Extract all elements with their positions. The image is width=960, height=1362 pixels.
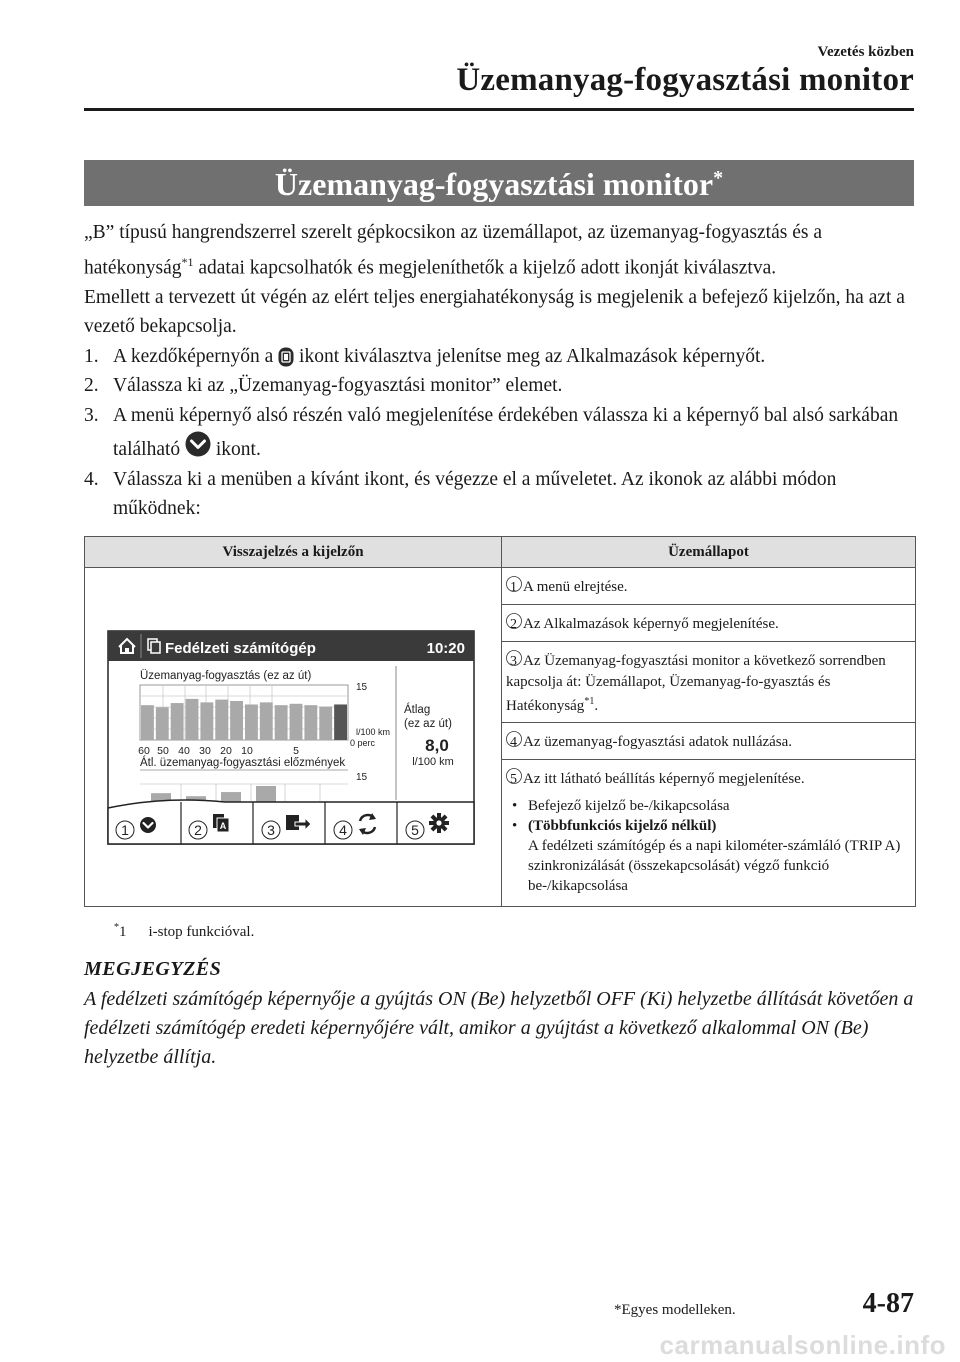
footnote-text: i-stop funkcióval. xyxy=(148,924,255,940)
note-heading: MEGJEGYZÉS xyxy=(84,958,222,980)
chart1-bar xyxy=(245,704,258,740)
watermark: carmanualsonline.info xyxy=(659,1330,946,1360)
step-3 xyxy=(84,401,914,465)
screen-time: 10:20 xyxy=(426,640,465,657)
chart1-ymax-label: 15 xyxy=(356,682,368,693)
chart1-x-tick: 30 xyxy=(199,745,211,757)
chart2-label: Átl. üzemanyag-fogyasztási előzmények xyxy=(140,757,346,769)
footnote-asterisk: * xyxy=(114,922,119,933)
row-4 xyxy=(502,723,916,760)
step-text-tail: ikont. xyxy=(211,438,261,460)
footnote-number: 1 xyxy=(119,924,127,940)
body-text xyxy=(84,218,914,524)
row-5 xyxy=(502,760,916,907)
callout-number: 2 xyxy=(510,617,517,632)
step-text: A kezdőképernyőn a xyxy=(113,345,279,367)
table-header-display: Visszajelzés a kijelzőn xyxy=(85,537,502,568)
apps-home-icon xyxy=(278,347,294,367)
row-text: A menü elrejtése. xyxy=(523,579,628,595)
step-4 xyxy=(84,465,914,524)
chart2-bar xyxy=(256,786,276,802)
section-banner xyxy=(84,160,914,206)
step-2 xyxy=(84,371,914,401)
chart1-bar xyxy=(304,705,317,740)
step-text: Válassza ki az „Üzemanyag-fogyasztási monitor” elemet. xyxy=(113,375,563,396)
chart1-unit-label: l/100 km xyxy=(356,727,391,737)
step-number: 4. xyxy=(84,468,99,490)
chart1-bar xyxy=(215,700,228,740)
chart1-x-tick: 40 xyxy=(178,745,190,757)
page-title: Üzemanyag-fogyasztási monitor xyxy=(456,62,914,98)
chart1-x-tick: 20 xyxy=(220,745,232,757)
app-letter: A xyxy=(219,821,227,831)
function-table xyxy=(84,536,916,907)
bullet-text: A fedélzeti számítógép és a napi kilométer-számláló (TRIP A) szinkronizálását (összekapcsolását) végző funkció be-/kikapcsolása xyxy=(528,838,901,894)
chart2-ymax-label: 15 xyxy=(356,772,368,783)
step-text-tail: ikont kiválasztva jelenítse meg az Alkalmazások képernyőt. xyxy=(294,345,766,367)
screen-title: Fedélzeti számítógép xyxy=(165,640,316,657)
table-header-state: Üzemállapot xyxy=(502,537,916,568)
avg-value: 8,0 xyxy=(425,736,449,755)
settings-bullets xyxy=(506,796,909,896)
avg-label-1: Átlag xyxy=(404,704,431,716)
step-text: Válassza ki a menüben a kívánt ikont, és végezze el a műveletet. Az ikonok az alábbi módon működnek: xyxy=(113,468,837,519)
chart1-bar xyxy=(275,705,288,740)
chart1-bar xyxy=(319,707,332,740)
intro-paragraph-1 xyxy=(84,218,914,283)
row-2 xyxy=(502,605,916,642)
chart1-x-tick: 50 xyxy=(157,745,169,757)
chart1-bar xyxy=(186,699,199,740)
chart1-bar xyxy=(141,705,154,740)
footnote xyxy=(114,922,254,941)
chevron-down-circle-icon xyxy=(185,431,211,457)
chart1-bar xyxy=(156,707,169,740)
intro-paragraph-2: Emellett a tervezett út végén az elért teljes energiahatékonyság is megjelenik a befejező kijelzőn, ha azt a vezető bekapcsolja. xyxy=(84,286,905,337)
onboard-computer-screen xyxy=(85,568,499,906)
banner-title: Üzemanyag-fogyasztási monitor xyxy=(274,166,714,202)
step-number: 3. xyxy=(84,404,99,426)
step-number: 2. xyxy=(84,375,99,396)
chart1-x-tick: 10 xyxy=(241,745,253,757)
banner-asterisk: * xyxy=(713,167,724,189)
chart1-bar xyxy=(171,703,184,740)
header-rule xyxy=(84,108,914,111)
intro-footnote-mark: *1 xyxy=(181,254,194,269)
row-1 xyxy=(502,568,916,605)
chart2-bar xyxy=(221,792,241,802)
intro-text-b: adatai kapcsolhatók és megjeleníthetők a kijelző adott ikonját kiválasztva. xyxy=(193,257,777,278)
chart1-x-tick: 5 xyxy=(293,745,299,757)
row-footnote-mark: *1 xyxy=(584,696,595,707)
note-text: A fedélzeti számítógép képernyője a gyújtás ON (Be) helyzetből OFF (Ki) helyzetbe állítását követően a fedélzeti számítógép eredeti képernyőjére vált, amikor a gyújtást a következő alkalommal ON (Be) helyzetbe állítja. xyxy=(84,988,914,1068)
chevron-down-icon xyxy=(140,817,156,833)
menu-number: 3 xyxy=(267,822,275,838)
callout-number: 5 xyxy=(510,772,517,787)
chart1-bar xyxy=(334,704,347,740)
step-1 xyxy=(84,342,914,372)
chart1-zero-label: 0 perc xyxy=(350,738,376,748)
avg-unit: l/100 km xyxy=(412,756,454,768)
bullet-bold: (Többfunkciós kijelző nélkül) xyxy=(528,818,717,834)
chart1-bar xyxy=(290,704,303,740)
page-number: 4-87 xyxy=(862,1288,914,1319)
chart1-x-tick: 60 xyxy=(138,745,150,757)
step-list xyxy=(84,342,914,524)
page-note: *Egyes modelleken. xyxy=(614,1302,736,1318)
row-text: Az itt látható beállítás képernyő megjelenítése. xyxy=(523,771,805,787)
callout-number: 1 xyxy=(510,580,517,595)
menu-number: 2 xyxy=(194,822,202,838)
callout-number: 4 xyxy=(510,735,517,750)
step-number: 1. xyxy=(84,345,99,367)
gear-icon xyxy=(429,813,449,833)
row-3 xyxy=(502,642,916,723)
row-text-tail: . xyxy=(594,698,599,714)
row-text: Az Üzemanyag-fogyasztási monitor a következő sorrendben kapcsolja át: Üzemállapot, Üzemanyag-fo-gyasztás és Hatékonyság xyxy=(506,653,886,714)
display-cell xyxy=(85,568,502,907)
chart1-bar xyxy=(260,702,273,740)
step-text: A menü képernyő alsó részén való megjelenítése érdekében válassza ki a képernyő bal alsó sarkában található xyxy=(113,404,899,460)
row-text: Az Alkalmazások képernyő megjelenítése. xyxy=(523,616,779,632)
chart1-bar xyxy=(200,702,213,740)
row-text: Az üzemanyag-fogyasztási adatok nullázása. xyxy=(523,734,793,750)
bullet-item: • Befejező kijelző be-/kikapcsolása xyxy=(506,796,909,816)
chart1-label: Üzemanyag-fogyasztás (ez az út) xyxy=(140,670,312,682)
bullet-item xyxy=(506,816,909,896)
menu-number: 5 xyxy=(411,822,419,838)
menu-number: 4 xyxy=(339,822,347,838)
intro-text-a: „B” típusú hangrendszerrel szerelt gépkocsikon az üzemállapot, az üzemanyag-fogyasztás és a hatékonyság xyxy=(84,222,822,278)
menu-number: 1 xyxy=(121,822,129,838)
section-label: Vezetés közben xyxy=(817,44,914,60)
callout-number: 3 xyxy=(510,654,517,669)
avg-label-2: (ez az út) xyxy=(404,718,452,730)
chart1-bar xyxy=(230,701,243,740)
